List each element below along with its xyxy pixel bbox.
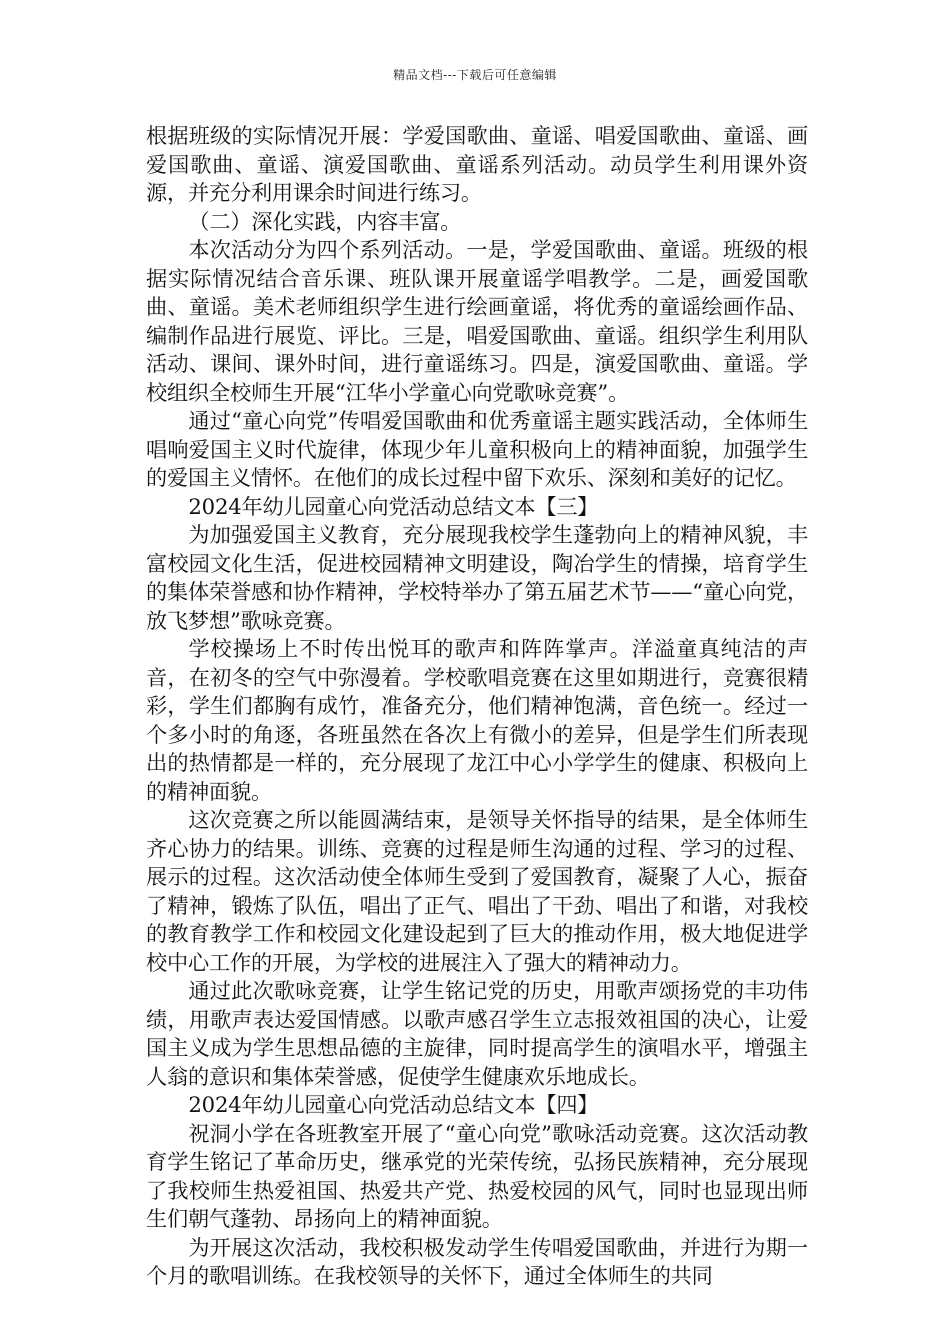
paragraph: 本次活动分为四个系列活动。一是，学爱国歌曲、童谣。班级的根据实际情况结合音乐课、班队课开展童谣学唱教学。二是，画爱国歌曲、童谣。美术老师组织学生进行绘画童谣，将优秀的童谣绘画作品、编制作品进行展览、评比。三是，唱爱国歌曲、童谣。组织学生利用队活动、课间、课外时间，进行童谣练习。四是，演爱国歌曲、童谣。学校组织全校师生开展“江华小学童心向党歌咏竞赛”。 bbox=[146, 237, 808, 405]
paragraph: 为开展这次活动，我校积极发动学生传唱爱国歌曲，并进行为期一个月的歌唱训练。在我校领导的关怀下，通过全体师生的共同 bbox=[146, 1234, 808, 1288]
paragraph: 学校操场上不时传出悦耳的歌声和阵阵掌声。洋溢童真纯洁的声音，在初冬的空气中弥漫着。学校歌唱竞赛在这里如期进行，竞赛很精彩，学生们都胸有成竹，准备充分，他们精神饱满，音色统一。经过一个多小时的角逐，各班虽然在各次上有微小的差异，但是学生们所表现出的热情都是一样的，充分展现了龙江中心小学学生的健康、积极向上的精神面貌。 bbox=[146, 636, 808, 804]
paragraph: 祝洞小学在各班教室开展了“童心向党”歌咏活动竞赛。这次活动教育学生铭记了革命历史，继承党的光荣传统，弘扬民族精神，充分展现了我校师生热爱祖国、热爱共产党、热爱校园的风气，同时也显现出师生们朝气蓬勃、昂扬向上的精神面貌。 bbox=[146, 1120, 808, 1231]
section-title: 2024年幼儿园童心向党活动总结文本【四】 bbox=[188, 1092, 599, 1117]
document-body bbox=[146, 122, 808, 1291]
paragraph: 通过“童心向党”传唱爱国歌曲和优秀童谣主题实践活动，全体师生唱响爱国主义时代旋律，体现少年儿童积极向上的精神面貌，加强学生的爱国主义情怀。在他们的成长过程中留下欢乐、深刻和美好的记忆。 bbox=[146, 408, 808, 490]
paragraph: 这次竞赛之所以能圆满结束，是领导关怀指导的结果，是全体师生齐心协力的结果。训练、竞赛的过程是师生沟通的过程、学习的过程、展示的过程。这次活动使全体师生受到了爱国教育，凝聚了人心，振奋了精神，锻炼了队伍，唱出了正气、唱出了干劲、唱出了和谐，对我校的教育教学工作和校园文化建设起到了巨大的推动作用，极大地促进学校中心工作的开展，为学校的进展注入了强大的精神动力。 bbox=[146, 807, 808, 975]
section-subheading: （二）深化实践，内容丰富。 bbox=[188, 208, 462, 234]
page-header: 精品文档---下载后可任意编辑 bbox=[393, 68, 557, 82]
paragraph: 根据班级的实际情况开展：学爱国歌曲、童谣、唱爱国歌曲、童谣、画爱国歌曲、童谣、演爱国歌曲、童谣系列活动。动员学生利用课外资源，并充分利用课余时间进行练习。 bbox=[146, 123, 808, 205]
paragraph: 为加强爱国主义教育，充分展现我校学生蓬勃向上的精神风貌，丰富校园文化生活，促进校园精神文明建设，陶冶学生的情操，培育学生的集体荣誉感和协作精神，学校特举办了第五届艺术节——“童心向党，放飞梦想”歌咏竞赛。 bbox=[146, 522, 808, 633]
section-title: 2024年幼儿园童心向党活动总结文本【三】 bbox=[188, 493, 599, 519]
paragraph: 通过此次歌咏竞赛，让学生铭记党的历史，用歌声颂扬党的丰功伟绩，用歌声表达爱国情感。以歌声感召学生立志报效祖国的决心，让爱国主义成为学生思想品德的主旋律，同时提高学生的演唱水平，增强主人翁的意识和集体荣誉感，促使学生健康欢乐地成长。 bbox=[146, 978, 808, 1089]
